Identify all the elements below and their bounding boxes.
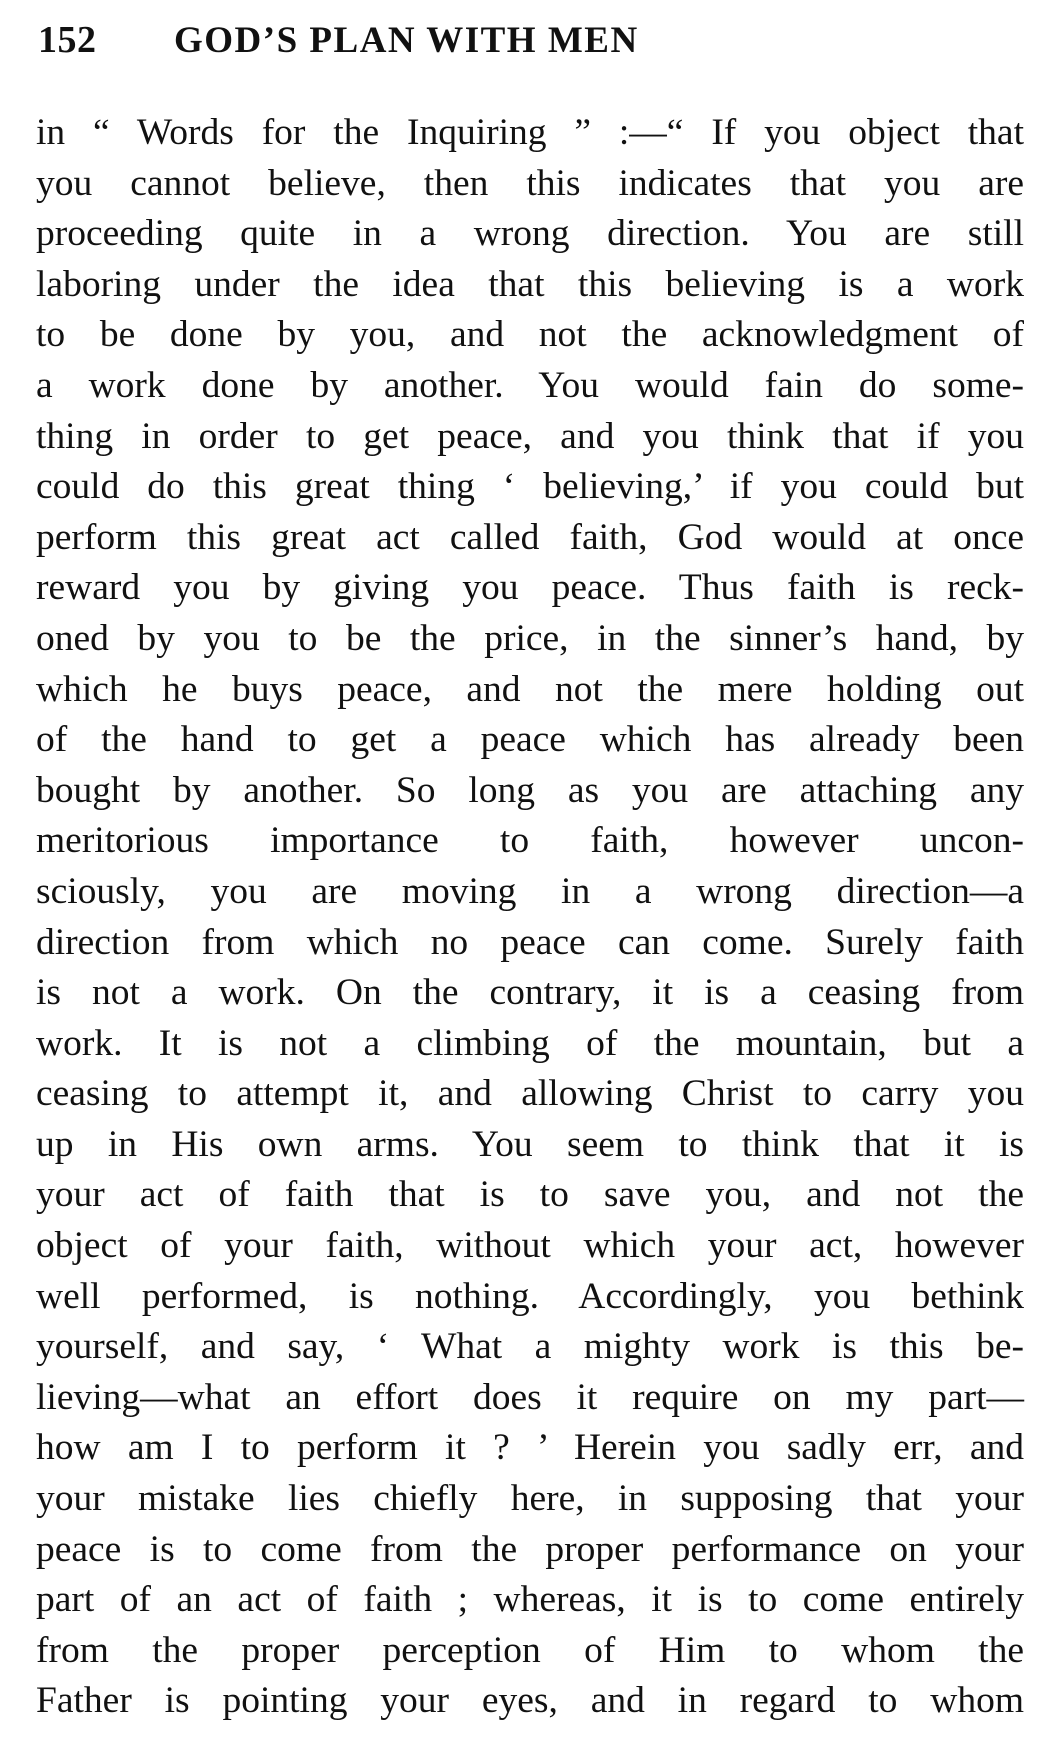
text-line: your act of faith that is to save you, and not the	[36, 1174, 1024, 1216]
page-number: 152	[38, 19, 97, 61]
running-head	[38, 18, 1021, 78]
text-line: how am I to perform it ? ’ Herein you sadly err, and	[36, 1427, 1024, 1469]
text-line: perform this great act called faith, God would at once	[36, 516, 1024, 558]
text-line: is not a work. On the contrary, it is a ceasing from	[36, 972, 1024, 1014]
text-line: could do this great thing ‘ believing,’ if you could but	[36, 466, 1024, 508]
text-line: peace is to come from the proper performance on your	[36, 1528, 1024, 1570]
text-line: to be done by you, and not the acknowledgment of	[36, 314, 1024, 356]
text-line: a work done by another. You would fain do some-	[36, 364, 1024, 406]
text-line: lieving—what an effort does it require on my part—	[36, 1376, 1024, 1418]
text-line: proceeding quite in a wrong direction. You are still	[36, 213, 1024, 255]
text-line: oned by you to be the price, in the sinner’s hand, by	[36, 617, 1024, 659]
text-line: in “ Words for the Inquiring ” :—“ If you object that	[36, 112, 1024, 153]
running-title: GOD’S PLAN WITH MEN	[174, 20, 639, 61]
text-line: ceasing to attempt it, and allowing Christ to carry you	[36, 1073, 1024, 1115]
text-line: bought by another. So long as you are attaching any	[36, 769, 1024, 811]
text-line: yourself, and say, ‘ What a mighty work is this be-	[36, 1326, 1024, 1368]
text-line: well performed, is nothing. Accordingly, you bethink	[36, 1275, 1024, 1317]
text-line: direction from which no peace can come. Surely faith	[36, 921, 1024, 963]
text-line: meritorious importance to faith, however uncon-	[36, 820, 1024, 862]
text-line: from the proper perception of Him to whom the	[36, 1629, 1024, 1671]
text-line: of the hand to get a peace which has already been	[36, 719, 1024, 761]
text-line: which he buys peace, and not the mere holding out	[36, 668, 1024, 710]
text-line: you cannot believe, then this indicates that you are	[36, 162, 1024, 204]
text-line: laboring under the idea that this believing is a work	[36, 263, 1024, 305]
text-line: object of your faith, without which your act, however	[36, 1225, 1024, 1267]
text-line: sciously, you are moving in a wrong direction—a	[36, 870, 1024, 912]
text-line: part of an act of faith ; whereas, it is to come entirely	[36, 1579, 1024, 1621]
text-line: work. It is not a climbing of the mountain, but a	[36, 1022, 1024, 1064]
body-text	[36, 108, 1024, 1727]
text-line: Father is pointing your eyes, and in regard to whom	[36, 1680, 1024, 1722]
text-line: thing in order to get peace, and you think that if you	[36, 415, 1024, 457]
text-line: your mistake lies chiefly here, in supposing that your	[36, 1478, 1024, 1520]
text-line: reward you by giving you peace. Thus faith is reck-	[36, 567, 1024, 609]
text-line: up in His own arms. You seem to think that it is	[36, 1123, 1024, 1165]
